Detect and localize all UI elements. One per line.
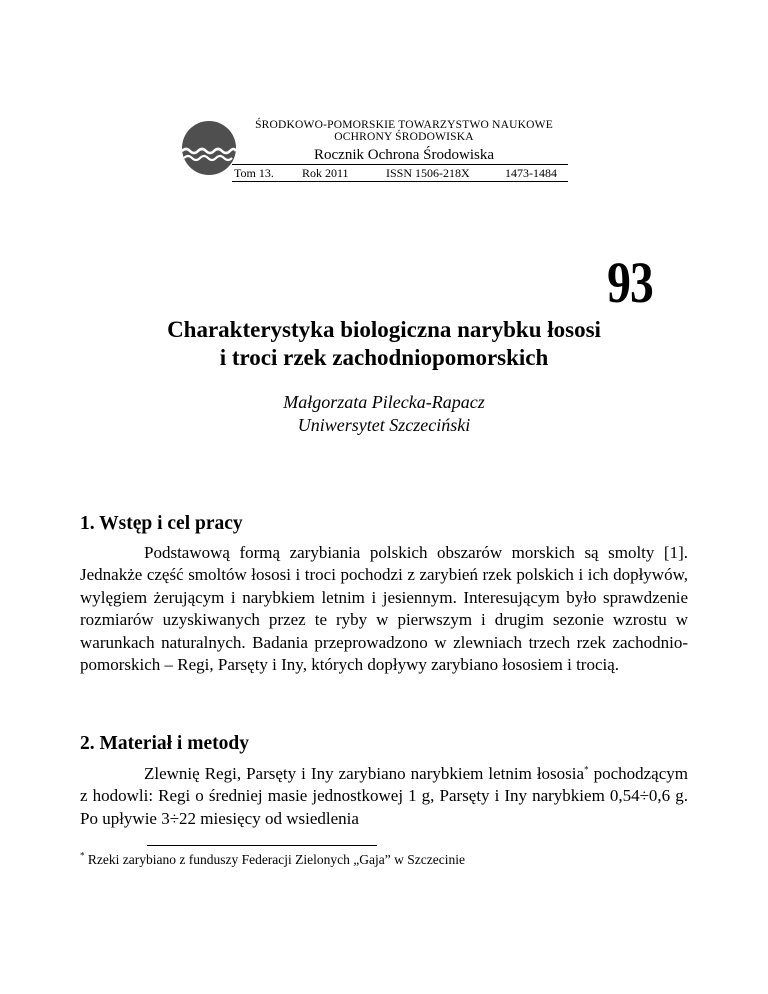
page-range: 1473-1484: [505, 166, 557, 180]
volume-label: Tom 13.: [234, 166, 274, 180]
header-rule-bottom: [232, 181, 568, 182]
issn-label: ISSN 1506-218X: [386, 166, 470, 180]
section-heading-1: 1. Wstęp i cel pracy: [80, 513, 243, 534]
footnote-reference: *: [584, 764, 589, 775]
society-logo-icon: [181, 120, 237, 176]
header-rule-top: [232, 164, 568, 165]
article-number: 93: [607, 250, 653, 315]
article-title: [80, 316, 688, 372]
footnote-separator: [147, 845, 377, 846]
section-2-paragraph: [80, 763, 688, 830]
footnote-mark: *: [80, 850, 85, 861]
footnote: [80, 852, 465, 868]
author-name: Małgorzata Pilecka-Rapacz: [283, 392, 485, 412]
section-2-text-rest: pochodzącym z hodowli: Regi o średniej masie jednostkowej 1 g, Parsęty i Iny narybkiem 0,54÷0,6 g. Po upływie 3÷22 miesięcy od wsiedlenia: [80, 764, 688, 828]
footnote-text: Rzeki zarybiano z funduszy Federacji Zielonych „Gaja” w Szczecinie: [84, 852, 465, 867]
title-line-1: Charakterystyka biologiczna narybku łososi: [167, 317, 601, 342]
society-name-line2: OCHRONY ŚRODOWISKA: [334, 131, 474, 143]
journal-title: Rocznik Ochrona Środowiska: [314, 147, 494, 163]
title-line-2: i troci rzek zachodniopomorskich: [219, 345, 549, 370]
society-name-line1: ŚRODKOWO-POMORSKIE TOWARZYSTWO NAUKOWE: [255, 119, 553, 131]
section-heading-2: 2. Materiał i metody: [80, 733, 249, 754]
section-1-paragraph: Podstawową formą zarybiania polskich obszarów morskich są smolty [1]. Jednakże część smoltów łososi i troci pochodzi z zarybień rzek polskich i ich dopływów, wylęgiem żerującym i narybkiem letnim i jesiennym. Interesującym było sprawdzenie rozmiarów uzyskiwanych przez te ryby w pierwszym i drugim sezonie wzrostu w warunkach naturalnych. Badania przeprowadzono w zlewniach trzech rzek zachodniopomorskich – Regi, Parsęty i Iny, których dopływy zarybiano łososiem i trocią.: [80, 543, 688, 675]
author-affiliation: Uniwersytet Szczeciński: [297, 415, 471, 435]
section-2-text-start: Zlewnię Regi, Parsęty i Iny zarybiano narybkiem letnim łososia: [144, 764, 585, 783]
year-label: Rok 2011: [302, 166, 349, 180]
